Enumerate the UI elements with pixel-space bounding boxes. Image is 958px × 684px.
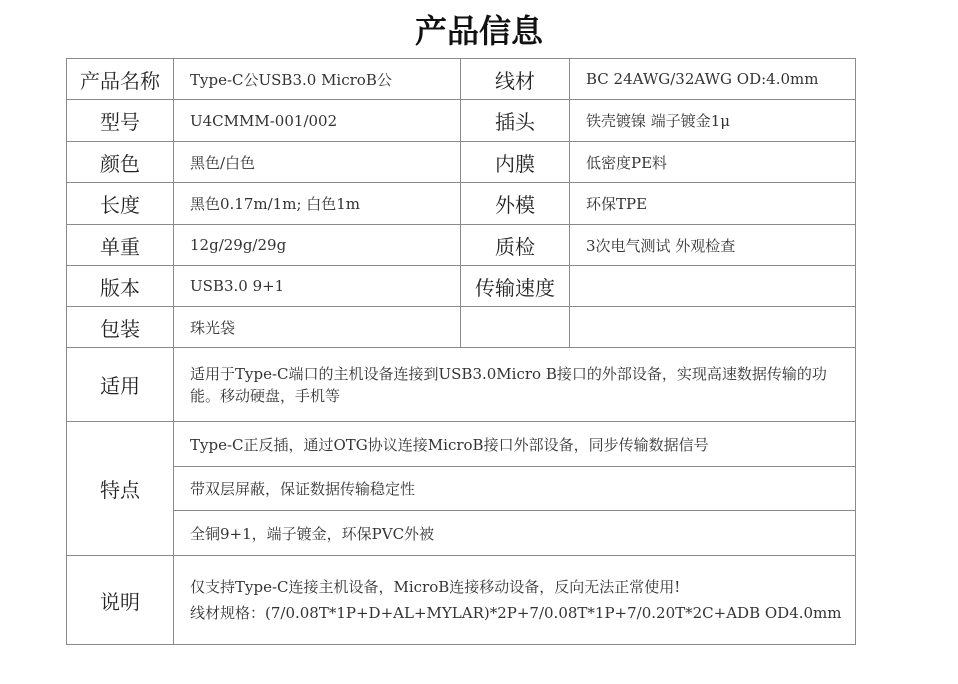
- value-usage: 适用于Type-C端口的主机设备连接到USB3.0Micro B接口的外部设备，实现高速数据传输的功能。移动硬盘，手机等: [174, 348, 856, 422]
- label-length: 长度: [67, 183, 174, 225]
- label-version: 版本: [67, 266, 174, 307]
- feature-item: 全铜9+1，端子镀金，环保PVC外被: [174, 511, 856, 556]
- value-color: 黑色/白色: [174, 142, 461, 183]
- label-features: 特点: [67, 422, 174, 556]
- value-product-name: Type-C公USB3.0 MicroB公: [174, 59, 461, 100]
- empty-cell: [570, 307, 856, 348]
- table-row: [67, 266, 856, 307]
- table-row: [67, 100, 856, 142]
- value-cable: BC 24AWG/32AWG OD:4.0mm: [570, 59, 856, 100]
- label-color: 颜色: [67, 142, 174, 183]
- table-row: [67, 467, 856, 511]
- label-product-name: 产品名称: [67, 59, 174, 100]
- table-row: [67, 348, 856, 422]
- label-package: 包装: [67, 307, 174, 348]
- value-notes: [174, 556, 856, 645]
- notes-line-1: 仅支持Type-C连接主机设备，MicroB连接移动设备，反向无法正常使用!: [190, 578, 681, 596]
- feature-item: Type-C正反插，通过OTG协议连接MicroB接口外部设备，同步传输数据信号: [174, 422, 856, 467]
- label-transfer-speed: 传输速度: [461, 266, 570, 307]
- notes-line-2: 线材规格：(7/0.08T*1P+D+AL+MYLAR)*2P+7/0.08T*1P+7/0.20T*2C+ADB OD4.0mm: [190, 604, 842, 622]
- label-plug: 插头: [461, 100, 570, 142]
- table-row: [67, 225, 856, 266]
- label-outer-mold: 外模: [461, 183, 570, 225]
- label-notes: 说明: [67, 556, 174, 645]
- table-row: [67, 59, 856, 100]
- label-inspection: 质检: [461, 225, 570, 266]
- value-version: USB3.0 9+1: [174, 266, 461, 307]
- value-plug: 铁壳镀镍 端子镀金1μ: [570, 100, 856, 142]
- table-row: [67, 511, 856, 556]
- table-row: [67, 142, 856, 183]
- label-cable: 线材: [461, 59, 570, 100]
- value-outer-mold: 环保TPE: [570, 183, 856, 225]
- page-title: 产品信息: [414, 12, 543, 50]
- value-transfer-speed: [570, 266, 856, 307]
- value-length: 黑色0.17m/1m; 白色1m: [174, 183, 461, 225]
- value-inner-mold: 低密度PE料: [570, 142, 856, 183]
- label-usage: 适用: [67, 348, 174, 422]
- table-row: [67, 183, 856, 225]
- table-row: [67, 556, 856, 645]
- feature-item: 带双层屏蔽，保证数据传输稳定性: [174, 467, 856, 511]
- value-package: 珠光袋: [174, 307, 461, 348]
- label-weight: 单重: [67, 225, 174, 266]
- value-inspection: 3次电气测试 外观检查: [570, 225, 856, 266]
- label-model: 型号: [67, 100, 174, 142]
- product-spec-table: [66, 58, 856, 645]
- table-row: [67, 307, 856, 348]
- label-inner-mold: 内膜: [461, 142, 570, 183]
- value-weight: 12g/29g/29g: [174, 225, 461, 266]
- table-row: [67, 422, 856, 467]
- empty-cell: [461, 307, 570, 348]
- value-model: U4CMMM-001/002: [174, 100, 461, 142]
